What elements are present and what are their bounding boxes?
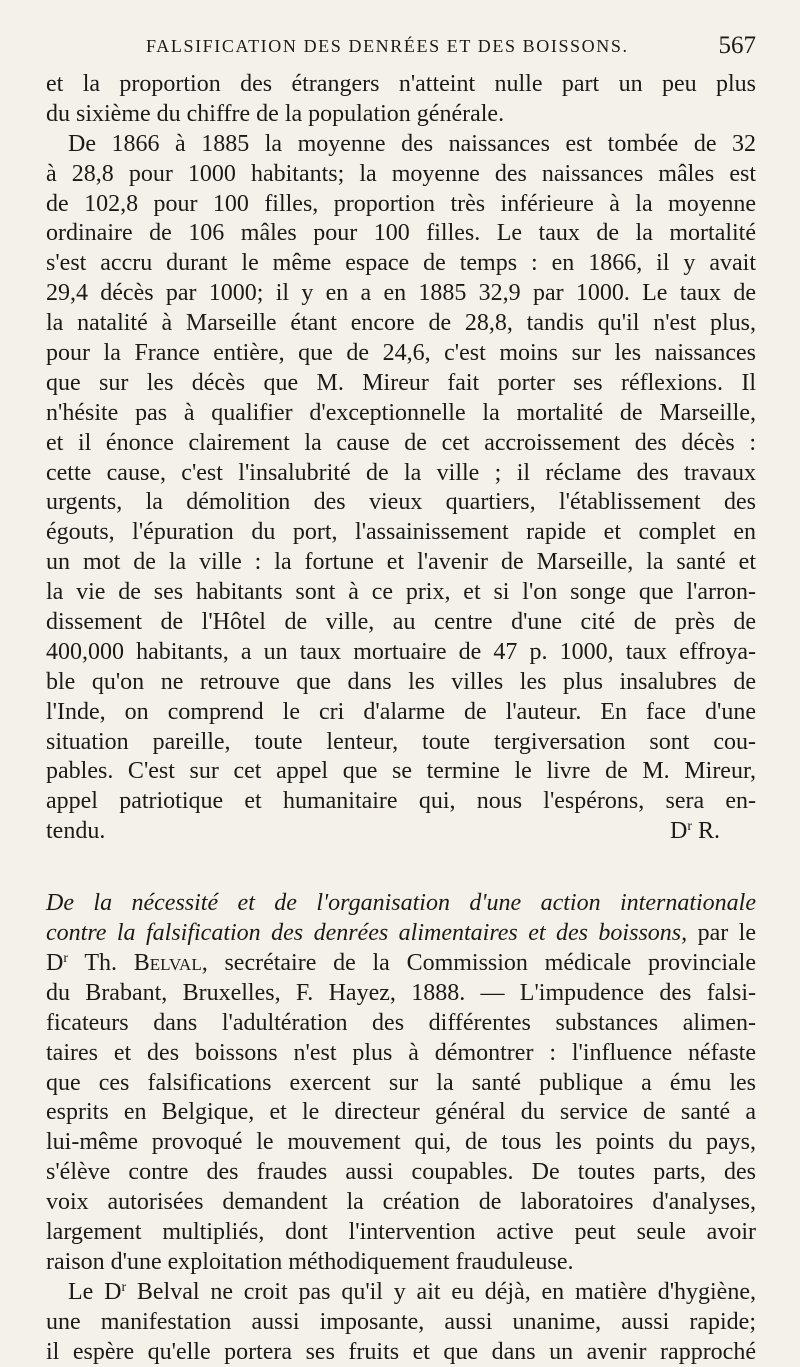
text-line: esprits en Belgique, et le directeur général du service de santé a (46, 1099, 756, 1126)
author-affiliation: , secrétaire de la Commission médicale provinciale (201, 949, 756, 976)
text-line: il espère qu'elle portera ses fruits et que dans un avenir rapproché (46, 1338, 756, 1365)
text-line: appel patriotique et humanitaire qui, nous l'espérons, sera en- (46, 788, 756, 815)
text-line: que ces falsifications exercent sur la santé publique a ému les (46, 1069, 756, 1096)
text-line: urgents, la démolition des vieux quartiers, l'établissement des (46, 489, 756, 516)
text-line: 29,4 décès par 1000; il y en a en 1885 32,9 par 1000. Le taux de (46, 280, 756, 307)
reviewer-signature (670, 817, 720, 847)
text-line: ordinaire de 106 mâles pour 100 filles. Le taux de la mortalité (46, 220, 756, 247)
text-line: tendu. (46, 818, 106, 845)
text-line (46, 1278, 756, 1308)
section-gap (46, 847, 756, 889)
para-first-line-rest: Belval ne croit pas qu'il y ait eu déjà, en matière d'hygiène, (126, 1278, 756, 1305)
para-start: Le D (68, 1278, 122, 1305)
text-line: taires et des boissons n'est plus à démontrer : l'influence néfaste (46, 1039, 756, 1066)
text-line: cette cause, c'est l'insalubrité de la ville ; il réclame des travaux (46, 459, 756, 486)
review-title-rest: par le (687, 920, 756, 947)
text-line-with-signature (46, 817, 756, 847)
signature-superscript: r (687, 819, 692, 835)
signature-name: R. (691, 818, 720, 845)
author-prefix: D (46, 949, 64, 976)
text-line: De 1866 à 1885 la moyenne des naissances est tombée de 32 (68, 130, 756, 157)
text-line: l'Inde, on comprend le cri d'alarme de l'auteur. En face d'une (46, 698, 756, 725)
text-line: ficateurs dans l'adultération des différentes substances alimen- (46, 1009, 756, 1036)
author-first-name: Th. (68, 949, 134, 976)
text-line: du sixième du chiffre de la population générale. (46, 100, 505, 127)
text-line: la vie de ses habitants sont à ce prix, et si l'on songe que l'arron- (46, 579, 756, 606)
signature-prefix: D (669, 818, 688, 845)
text-line: lui-même provoqué le mouvement qui, de tous les points du pays, (46, 1129, 756, 1156)
text-line: ble qu'on ne retrouve que dans les villes les plus insalubres de (46, 668, 756, 695)
text-line: s'élève contre des fraudes aussi coupables. De toutes parts, des (46, 1159, 756, 1186)
text-line: pour la France entière, que de 24,6, c'est moins sur les naissances (46, 340, 756, 367)
text-line: largement multipliés, dont l'intervention active peut seule avoir (46, 1218, 756, 1245)
text-line: égouts, l'épuration du port, l'assainissement rapide et complet en (46, 519, 756, 546)
text-line: situation pareille, toute lenteur, toute tergiversation sont cou- (46, 728, 756, 755)
text-line: de 102,8 pour 100 filles, proportion très inférieure à la moyenne (46, 190, 756, 217)
text-line: que sur les décès que M. Mireur fait porter ses réflexions. Il (46, 369, 756, 396)
para-superscript: r (121, 1279, 127, 1295)
page-number: 567 (718, 32, 756, 59)
text-line: raison d'une exploitation méthodiquement frauduleuse. (46, 1248, 574, 1275)
review-title-line: De la nécessité et de l'organisation d'une action internationale (46, 890, 756, 917)
text-line: 400,000 habitants, a un taux mortuaire de 47 p. 1000, taux effroya- (46, 638, 756, 665)
text-line: à 28,8 pour 1000 habitants; la moyenne des naissances mâles est (46, 160, 756, 187)
author-name: Belval (133, 949, 202, 976)
text-line: et il énonce clairement la cause de cet accroissement des décès : (46, 429, 756, 456)
running-head (46, 30, 756, 70)
text-line: s'est accru durant le même espace de temps : en 1866, il y avait (46, 250, 756, 277)
review-mireur (46, 70, 756, 847)
text-line: pables. C'est sur cet appel que se termine le livre de M. Mireur, (46, 758, 756, 785)
running-head-title: FALSIFICATION DES DENRÉES ET DES BOISSONS. (146, 36, 629, 56)
review-title-line (46, 919, 756, 949)
text-line: et la proportion des étrangers n'atteint nulle part un peu plus (46, 71, 756, 97)
text-line: une manifestation aussi imposante, aussi unanime, aussi rapide; (46, 1308, 756, 1335)
text-line: dissement de l'Hôtel de ville, au centre d'une cité de près de (46, 609, 756, 636)
author-superscript: r (63, 950, 69, 966)
author-line (46, 949, 756, 979)
text-line: voix autorisées demandent la création de laboratoires d'analyses, (46, 1189, 756, 1216)
text-line: n'hésite pas à qualifier d'exceptionnelle la mortalité de Marseille, (46, 399, 756, 426)
text-line: la natalité à Marseille étant encore de 28,8, tandis qu'il n'est plus, (46, 310, 756, 337)
text-line: du Brabant, Bruxelles, F. Hayez, 1888. — L'impudence des falsi- (46, 979, 756, 1006)
text-line: un mot de la ville : la fortune et l'avenir de Marseille, la santé et (46, 549, 756, 576)
review-belval (46, 889, 756, 1367)
review-title-italic: contre la falsification des denrées alimentaires et des boissons, (46, 920, 688, 947)
